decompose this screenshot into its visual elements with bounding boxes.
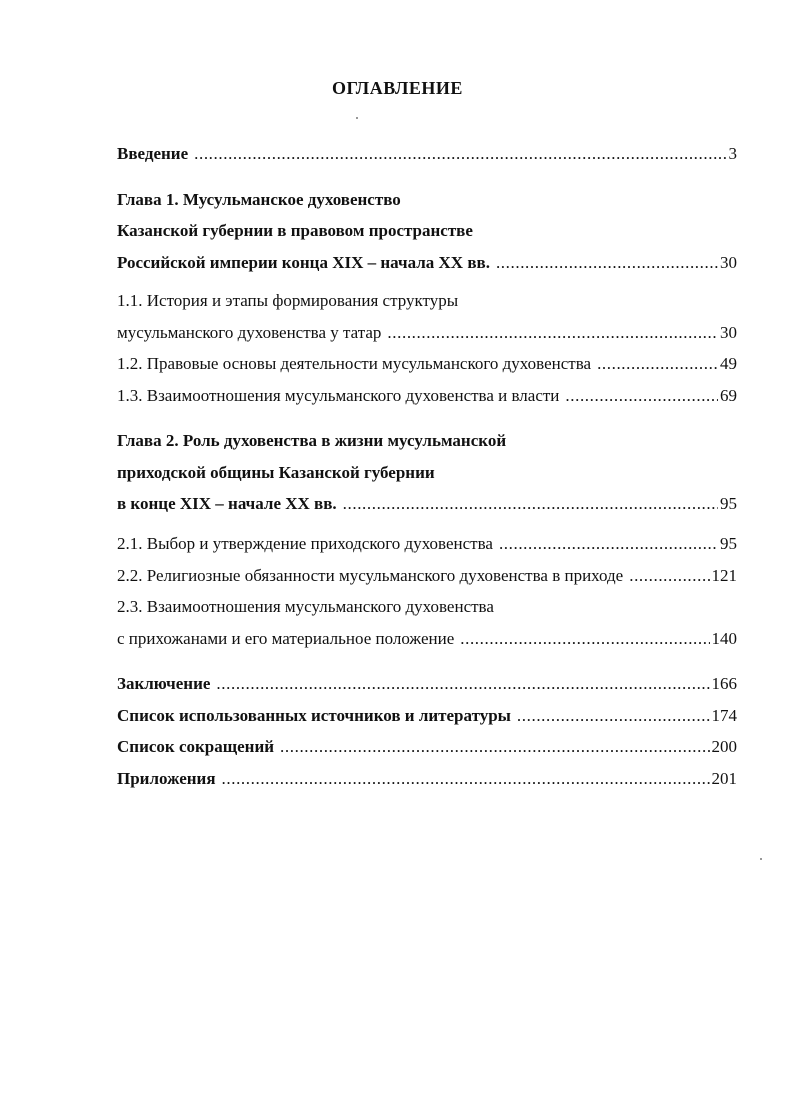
toc-leader-dots [565,385,718,407]
toc-entry-title: 2.1. Выбор и утверждение приходского духовенства [117,534,493,553]
toc-page-number: 30 [720,253,737,272]
toc-entry-abbreviations [117,736,737,758]
toc-entry-section-1-2 [117,353,737,375]
toc-page-number: 200 [711,737,737,756]
page-title: ОГЛАВЛЕНИЕ [332,78,463,98]
toc-leader-dots [222,768,710,790]
toc-entry-sources [117,705,737,727]
toc-entry-title: Введение [117,144,189,163]
toc-leader-dots [496,252,718,274]
toc-leader-dots [216,673,709,695]
toc-entry-conclusion [117,673,737,695]
scan-speck [356,117,358,119]
toc-leader-dots [597,353,718,375]
toc-page-number: 3 [728,144,737,163]
toc-entry-section-2-1 [117,533,737,555]
toc-page-number: 201 [711,769,737,788]
toc-page-number: 174 [711,706,737,725]
toc-entry-title: Заключение [117,674,211,693]
toc-chapter2-line2: приходской общины Казанской губернии [117,463,435,482]
toc-page-number: 121 [711,566,737,585]
toc-page-number: 95 [720,534,737,553]
toc-entry-title: в конце XIX – начале XX вв. [117,494,337,513]
toc-page-number: 95 [720,494,737,513]
toc-entry-title: 2.2. Религиозные обязанности мусульманского духовенства в приходе [117,566,624,585]
toc-chapter1-line1: Глава 1. Мусульманское духовенство [117,190,401,209]
toc-entry-section-2-2 [117,565,737,587]
toc-entry-title: 1.3. Взаимоотношения мусульманского духовенства и власти [117,386,560,405]
toc-leader-dots [629,565,709,587]
toc-chapter1-line2: Казанской губернии в правовом пространстве [117,221,473,240]
toc-leader-dots [280,736,709,758]
toc-page-number: 69 [720,386,737,405]
toc-entry-title: мусульманского духовенства у татар [117,323,382,342]
toc-entry-title: с прихожанами и его материальное положение [117,629,455,648]
toc-entry-section-1-3 [117,385,737,407]
toc-leader-dots [194,143,726,165]
toc-leader-dots [499,533,718,555]
toc-chapter2-line1: Глава 2. Роль духовенства в жизни мусульманской [117,431,507,450]
toc-page-number: 30 [720,323,737,342]
toc-entry-title: Список сокращений [117,737,275,756]
toc-leader-dots [343,493,718,515]
toc-entry-appendices [117,768,737,790]
scan-speck [760,858,762,860]
toc-entry-chapter1 [117,252,737,274]
toc-section-1-1-line1: 1.1. История и этапы формирования структуры [117,291,459,310]
toc-entry-section-1-1 [117,322,737,344]
toc-leader-dots [517,705,710,727]
toc-page-number: 49 [720,354,737,373]
toc-entry-section-2-3 [117,628,737,650]
toc-entry-title: Приложения [117,769,216,788]
toc-entry-chapter2 [117,493,737,515]
toc-entry-title: 1.2. Правовые основы деятельности мусульманского духовенства [117,354,592,373]
toc-leader-dots [460,628,709,650]
toc-leader-dots [387,322,718,344]
toc-entry-intro [117,143,737,165]
toc-section-2-3-line1: 2.3. Взаимоотношения мусульманского духовенства [117,597,494,616]
toc-page-number: 166 [711,674,737,693]
toc-entry-title: Российской империи конца XIX – начала XX вв. [117,253,490,272]
toc-page-number: 140 [711,629,737,648]
toc-entry-title: Список использованных источников и литературы [117,706,511,725]
